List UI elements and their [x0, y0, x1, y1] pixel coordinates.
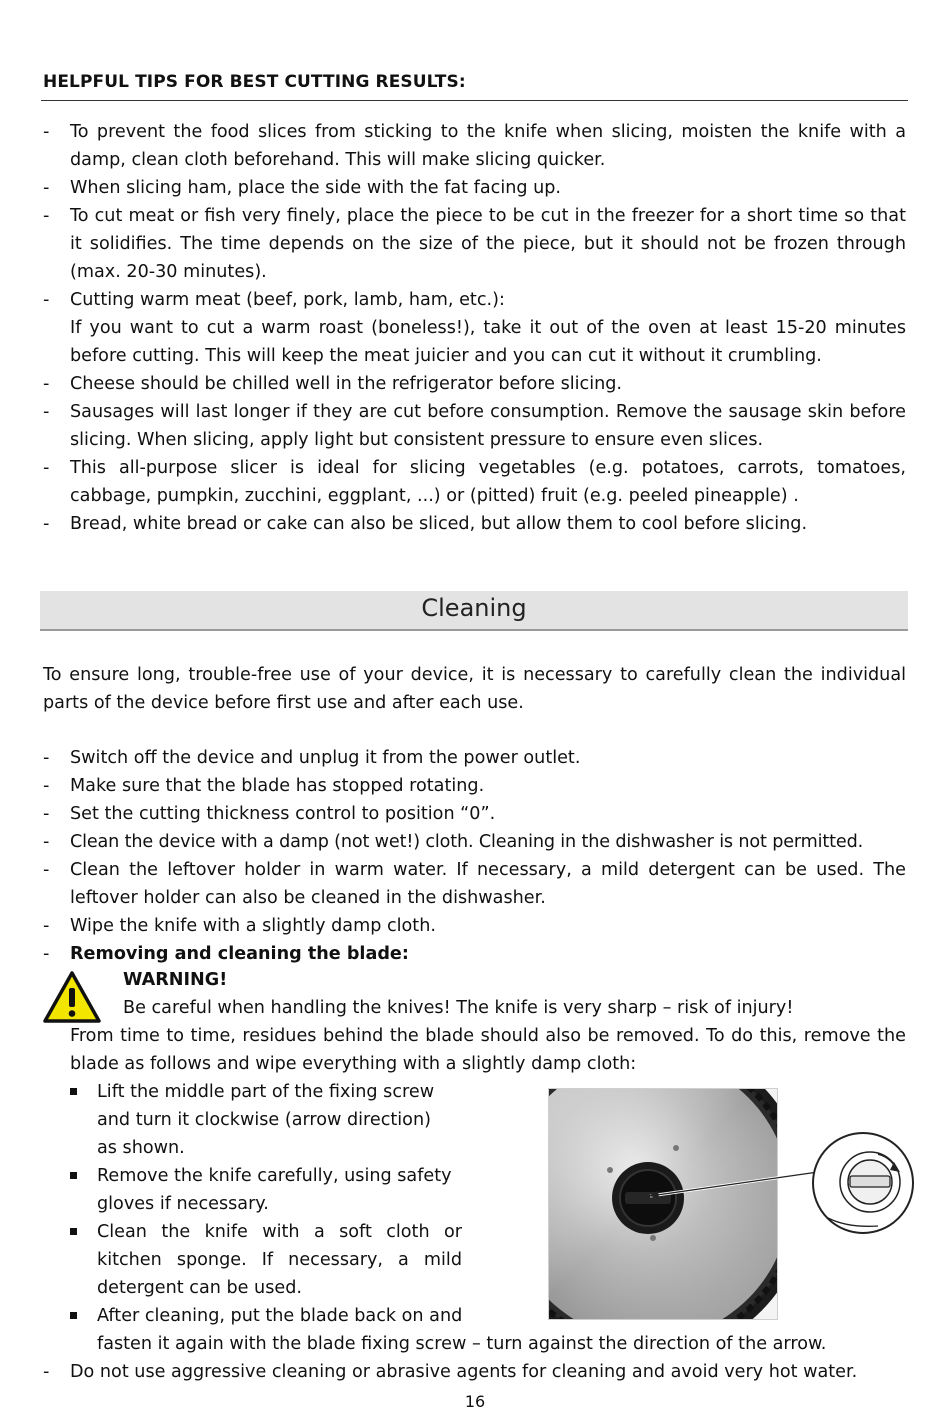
blade-photo — [548, 1088, 778, 1320]
list-item: - Cutting warm meat (beef, pork, lamb, ham, etc.): If you want to cut a warm roast (boneless!), take it out of the oven at least 15-20 minutes before cutting. This will keep the meat juicier and you can cut it without it crumbling. — [43, 286, 906, 370]
cleaning-intro: To ensure long, trouble-free use of your device, it is necessary to carefully clean the individual parts of the device before first use and after each use. — [43, 665, 906, 713]
section-title: Cleaning — [421, 594, 527, 622]
pointer-arrow — [640, 1150, 820, 1200]
bullet-icon — [70, 1228, 77, 1235]
blade-step: Clean the knife with a soft cloth or kitchen sponge. If necessary, a mild detergent can be used. — [70, 1218, 462, 1302]
tips-heading: HELPFUL TIPS FOR BEST CUTTING RESULTS: — [43, 72, 466, 92]
warning-text: Be careful when handling the knives! The knife is very sharp – risk of injury! — [123, 998, 794, 1018]
heading-underline — [41, 100, 908, 101]
warning-icon — [42, 970, 102, 1024]
warm-meat-detail: If you want to cut a warm roast (boneless!), take it out of the oven at least 15-20 minutes before cutting. This will keep the meat juicier and you can cut it without it crumbling. — [70, 318, 906, 366]
section-header — [40, 591, 908, 631]
blade-step-continuation: fasten it again with the blade fixing screw – turn against the direction of the arrow. — [97, 1334, 827, 1354]
bullet-icon — [70, 1312, 77, 1319]
list-item: - Bread, white bread or cake can also be sliced, but allow them to cool before slicing. — [43, 514, 808, 534]
list-item: - To cut meat or fish very finely, place the piece to be cut in the freezer for a short time so that it solidifies. The time depends on the size of the piece, but it should not be frozen through (max. 20-30 minutes). — [43, 206, 906, 282]
list-item: - Clean the leftover holder in warm water. If necessary, a mild detergent can be used. The leftover holder can also be cleaned in the dishwasher. — [43, 860, 906, 908]
bullet-icon — [70, 1172, 77, 1179]
page-number: 16 — [464, 1392, 486, 1411]
list-item: - Do not use aggressive cleaning or abrasive agents for cleaning and avoid very hot water. — [43, 1362, 858, 1382]
list-item: - Wipe the knife with a slightly damp cloth. — [43, 916, 436, 936]
list-item: - Make sure that the blade has stopped rotating. — [43, 776, 485, 796]
list-item: - Set the cutting thickness control to position “0”. — [43, 804, 496, 824]
list-item: - Clean the device with a damp (not wet!) cloth. Cleaning in the dishwasher is not permitted. — [43, 832, 864, 852]
blade-step: Remove the knife carefully, using safety gloves if necessary. — [70, 1162, 468, 1218]
bullet-icon — [70, 1088, 77, 1095]
screw-detail-icon — [808, 1128, 918, 1238]
warning-title: WARNING! — [123, 970, 228, 990]
blade-heading: Removing and cleaning the blade: — [70, 944, 409, 964]
list-item: - Sausages will last longer if they are cut before consumption. Remove the sausage skin before slicing. When slicing, apply light but consistent pressure to ensure even slices. — [43, 402, 906, 450]
list-item: - When slicing ham, place the side with the fat facing up. — [43, 178, 562, 198]
blade-step: Lift the middle part of the fixing screw and turn it clockwise (arrow direction) as shown. — [70, 1078, 468, 1162]
list-item: - This all-purpose slicer is ideal for slicing vegetables (e.g. potatoes, carrots, tomatoes, cabbage, pumpkin, zucchini, eggplant, ...) or (pitted) fruit (e.g. peeled pineapple) . — [43, 458, 906, 506]
list-item: - To prevent the food slices from sticking to the knife when slicing, moisten the knife with a damp, clean cloth beforehand. This will make slicing quicker. — [43, 122, 906, 170]
blade-intro: From time to time, residues behind the blade should also be removed. To do this, remove the blade as follows and wipe everything with a slightly damp cloth: — [70, 1026, 906, 1074]
blade-step: After cleaning, put the blade back on and fasten it again with the blade fixing screw – turn against the direction of the arrow. — [70, 1302, 906, 1358]
list-item: - Cheese should be chilled well in the refrigerator before slicing. — [43, 374, 622, 394]
list-item: - Removing and cleaning the blade: — [43, 940, 906, 968]
list-item: - Switch off the device and unplug it from the power outlet. — [43, 748, 581, 768]
